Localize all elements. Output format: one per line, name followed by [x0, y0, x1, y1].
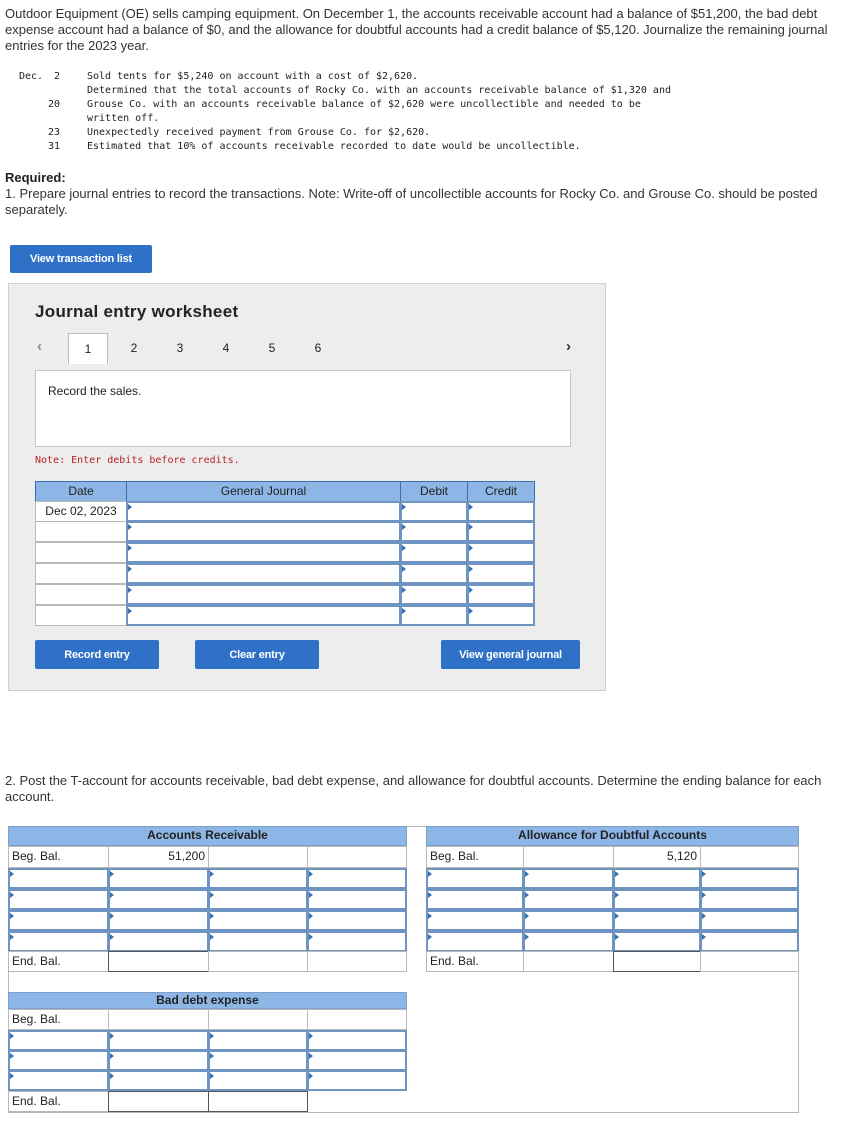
credit-input[interactable]	[467, 521, 535, 542]
bde-debit-label-input[interactable]	[8, 1050, 109, 1071]
transaction-text: Grouse Co. with an accounts receivable balance of $2,620 were uncollectible and needed to be	[87, 99, 641, 110]
view-transaction-list-button[interactable]: View transaction list	[10, 245, 152, 273]
required-part1: 1. Prepare journal entries to record the transactions. Note: Write-off of uncollectible accounts for Rocky Co. and Grouse Co. should be posted separately.	[5, 186, 818, 217]
bde-credit-label-input[interactable]	[208, 1050, 308, 1071]
bde-debit-label-input[interactable]	[8, 1030, 109, 1051]
allowance-beg-value: 5,120	[613, 846, 701, 868]
bde-credit-cell	[307, 1009, 407, 1030]
allowance-debit-input[interactable]	[523, 868, 614, 889]
clear-entry-button[interactable]: Clear entry	[195, 640, 319, 669]
date-cell	[35, 542, 127, 563]
bde-beg-value-cell	[108, 1009, 209, 1030]
journal-entry-worksheet	[8, 283, 606, 691]
bde-credit-label-input[interactable]	[208, 1030, 308, 1051]
allowance-beg-label: Beg. Bal.	[426, 846, 524, 868]
tab-4[interactable]: 4	[222, 341, 230, 355]
transaction-text: written off.	[87, 113, 160, 124]
account-input[interactable]	[126, 584, 401, 605]
ar-debit-label-input[interactable]	[8, 889, 109, 910]
allowance-credit-input[interactable]	[613, 868, 701, 889]
allowance-credit-label-input[interactable]	[700, 931, 799, 952]
allowance-end-balance-input[interactable]	[613, 951, 701, 972]
ar-end-credit-cell	[307, 951, 407, 972]
note-text: Note: Enter debits before credits.	[35, 455, 240, 466]
credit-input[interactable]	[467, 501, 535, 522]
transaction-day: 23	[47, 127, 60, 138]
allowance-credit-input[interactable]	[613, 931, 701, 952]
ar-debit-label-input[interactable]	[8, 931, 109, 952]
bde-credit-input[interactable]	[307, 1030, 407, 1051]
bde-end-label: End. Bal.	[8, 1091, 109, 1112]
ar-credit-label-input[interactable]	[208, 868, 308, 889]
debit-input[interactable]	[400, 501, 468, 522]
ar-credit-cell	[208, 846, 308, 868]
allowance-credit-label-input[interactable]	[700, 868, 799, 889]
transaction-text: Sold tents for $5,240 on account with a cost of $2,620.	[87, 71, 419, 82]
required-title: Required:	[5, 170, 66, 185]
bde-debit-input[interactable]	[108, 1050, 209, 1071]
ar-credit-cell	[307, 846, 407, 868]
debit-input[interactable]	[400, 521, 468, 542]
ar-debit-input[interactable]	[108, 931, 209, 952]
ar-debit-label-input[interactable]	[8, 910, 109, 931]
allowance-debit-input[interactable]	[523, 889, 614, 910]
allowance-end-debit-cell	[523, 951, 614, 972]
bde-credit-input[interactable]	[307, 1050, 407, 1071]
view-general-journal-button[interactable]: View general journal	[441, 640, 580, 669]
transaction-text: Determined that the total accounts of Rocky Co. with an accounts receivable balance of $1,320 and	[87, 85, 671, 96]
bde-debit-input[interactable]	[108, 1070, 209, 1091]
account-input[interactable]	[126, 521, 401, 542]
ar-credit-input[interactable]	[307, 868, 407, 889]
debit-column-header: Debit	[400, 481, 468, 502]
date-column-header: Date	[35, 481, 127, 502]
account-input[interactable]	[126, 605, 401, 626]
ar-debit-label-input[interactable]	[8, 868, 109, 889]
transaction-day: 31	[47, 141, 60, 152]
credit-input[interactable]	[467, 542, 535, 563]
bde-debit-input[interactable]	[108, 1030, 209, 1051]
credit-column-header: Credit	[467, 481, 535, 502]
ar-credit-input[interactable]	[307, 889, 407, 910]
transaction-list	[40, 70, 800, 160]
tab-2[interactable]: 2	[130, 341, 138, 355]
ar-credit-label-input[interactable]	[208, 889, 308, 910]
journal-column-header: General Journal	[126, 481, 401, 502]
bde-end-balance-input[interactable]	[108, 1091, 209, 1112]
ar-beg-label: Beg. Bal.	[8, 846, 109, 868]
tab-3[interactable]: 3	[176, 341, 184, 355]
bde-end-credit-input[interactable]	[208, 1091, 308, 1112]
allowance-credit-input[interactable]	[613, 910, 701, 931]
debit-input[interactable]	[400, 563, 468, 584]
required-part2: 2. Post the T-account for accounts receivable, bad debt expense, and allowance for doubtful accounts. Determine the ending balance for each account.	[5, 773, 822, 804]
allowance-debit-input[interactable]	[523, 931, 614, 952]
credit-input[interactable]	[467, 563, 535, 584]
allowance-title: Allowance for Doubtful Accounts	[426, 826, 799, 846]
allowance-credit-cell	[700, 846, 799, 868]
problem-intro: Outdoor Equipment (OE) sells camping equipment. On December 1, the accounts receivable account had a balance of $51,200, the bad debt expense account had a balance of $0, and the allowance for doubtful accounts had a credit balance of $5,120. Journalize the remaining journal entries for the 2023 year.	[5, 6, 828, 53]
allowance-debit-cell	[523, 846, 614, 868]
allowance-credit-label-input[interactable]	[700, 889, 799, 910]
allowance-debit-label-input[interactable]	[426, 868, 524, 889]
bde-credit-label-input[interactable]	[208, 1070, 308, 1091]
account-input[interactable]	[126, 563, 401, 584]
account-input[interactable]	[126, 542, 401, 563]
transaction-month: Dec.	[19, 71, 44, 82]
account-input[interactable]	[126, 501, 401, 522]
bde-beg-label: Beg. Bal.	[8, 1009, 109, 1030]
ar-credit-label-input[interactable]	[208, 910, 308, 931]
bde-credit-input[interactable]	[307, 1070, 407, 1091]
tab-5[interactable]: 5	[268, 341, 276, 355]
allowance-debit-label-input[interactable]	[426, 910, 524, 931]
allowance-credit-label-input[interactable]	[700, 910, 799, 931]
tab-1[interactable]: 1	[68, 333, 108, 364]
worksheet-tabs	[35, 333, 580, 363]
debit-input[interactable]	[400, 584, 468, 605]
allowance-debit-label-input[interactable]	[426, 889, 524, 910]
ar-title: Accounts Receivable	[8, 826, 407, 846]
transaction-day: 2	[53, 71, 60, 82]
date-cell	[35, 584, 127, 605]
ar-end-label: End. Bal.	[8, 951, 109, 972]
ar-credit-input[interactable]	[307, 910, 407, 931]
allowance-end-label: End. Bal.	[426, 951, 524, 972]
debit-input[interactable]	[400, 542, 468, 563]
transaction-day: 20	[47, 99, 60, 110]
prompt-box	[35, 370, 571, 447]
ar-credit-label-input[interactable]	[208, 931, 308, 952]
allowance-debit-label-input[interactable]	[426, 931, 524, 952]
date-cell	[35, 605, 127, 626]
tab-6[interactable]: 6	[314, 341, 322, 355]
allowance-debit-input[interactable]	[523, 910, 614, 931]
transaction-text: Unexpectedly received payment from Grouse Co. for $2,620.	[87, 127, 431, 138]
next-arrow-icon[interactable]: ›	[566, 338, 571, 355]
ar-end-credit-cell	[208, 951, 308, 972]
ar-credit-input[interactable]	[307, 931, 407, 952]
ar-beg-value: 51,200	[108, 846, 209, 868]
date-cell	[35, 521, 127, 542]
bde-debit-label-input[interactable]	[8, 1070, 109, 1091]
bde-credit-cell	[208, 1009, 308, 1030]
allowance-credit-input[interactable]	[613, 889, 701, 910]
transaction-text: Estimated that 10% of accounts receivable recorded to date would be uncollectible.	[87, 141, 581, 152]
credit-input[interactable]	[467, 584, 535, 605]
ar-debit-input[interactable]	[108, 868, 209, 889]
ar-end-balance-input[interactable]	[108, 951, 209, 972]
prompt-text: Record the sales.	[48, 384, 142, 398]
worksheet-title: Journal entry worksheet	[35, 302, 239, 321]
ar-debit-input[interactable]	[108, 889, 209, 910]
ar-debit-input[interactable]	[108, 910, 209, 931]
prev-arrow-icon[interactable]: ‹	[37, 338, 42, 355]
date-cell: Dec 02, 2023	[35, 501, 127, 522]
debit-input[interactable]	[400, 605, 468, 626]
record-entry-button[interactable]: Record entry	[35, 640, 159, 669]
bde-title: Bad debt expense	[8, 992, 407, 1009]
allowance-end-credit-cell	[700, 951, 799, 972]
credit-input[interactable]	[467, 605, 535, 626]
date-cell	[35, 563, 127, 584]
